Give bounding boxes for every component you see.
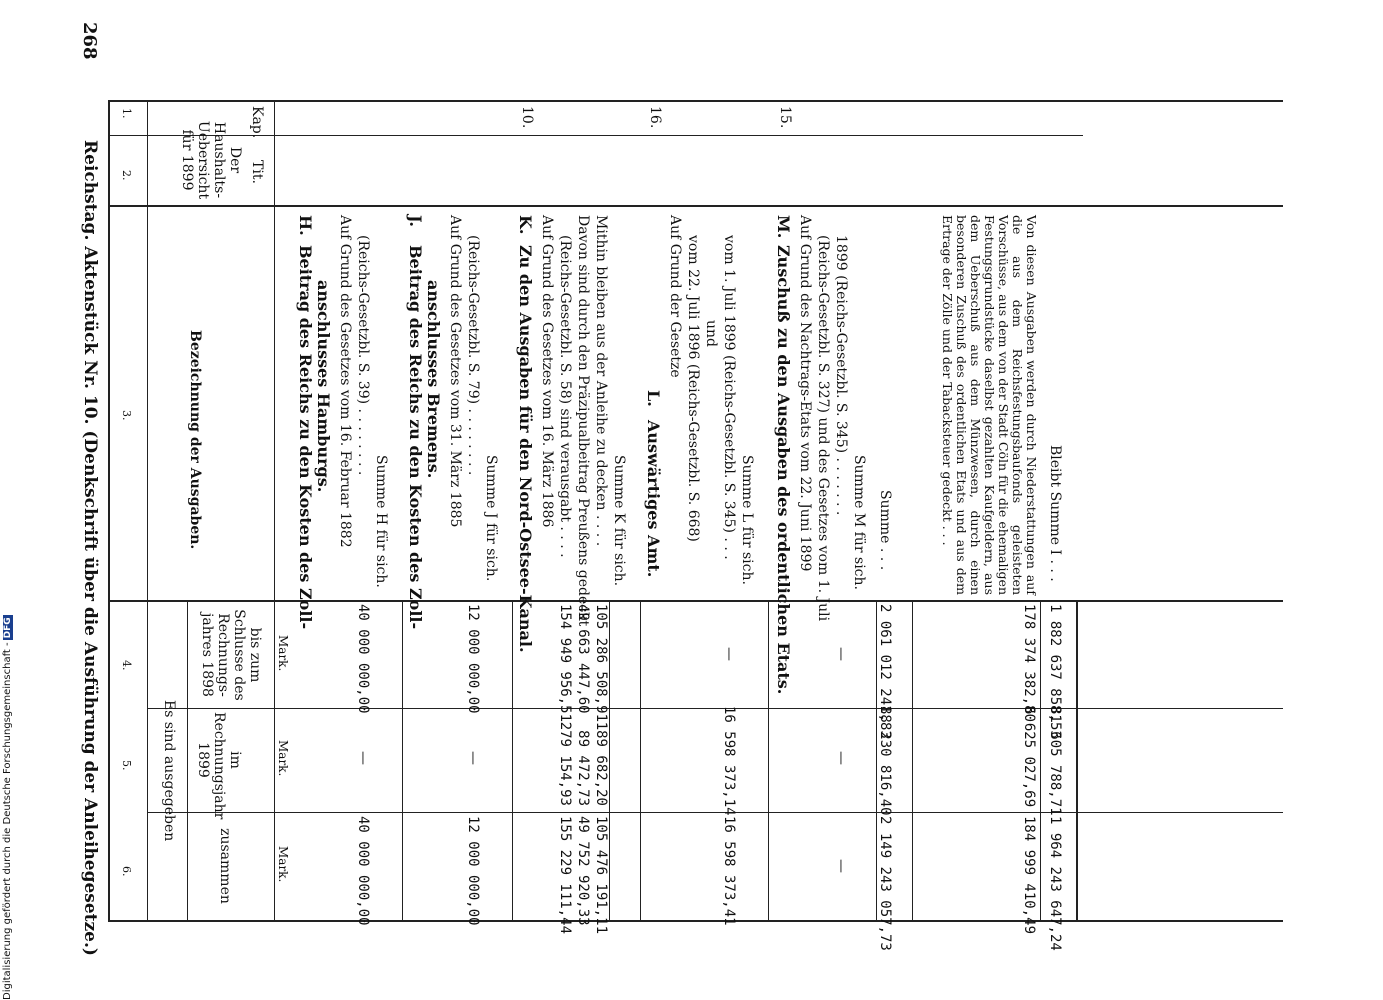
section-l-c6: 16 598 373,41 — [721, 816, 737, 926]
note-c5: 6 625 027,69 — [1021, 706, 1037, 808]
section-m-c6: — — [833, 859, 849, 873]
section-j-title2: anschlusses Bremens. — [424, 280, 443, 479]
rule-total — [912, 600, 913, 920]
section-k-c5-1: 279 154,93 — [557, 721, 573, 806]
section-l-line3: und — [703, 320, 719, 347]
section-k-c4-3: 105 286 508,91 — [593, 604, 609, 723]
colnum-4: 4. — [120, 660, 133, 671]
section-k-line1: Auf Grund des Gesetzes vom 16. März 1886 — [539, 215, 555, 528]
rule-k-sub — [609, 600, 610, 920]
section-h-line2: (Reichs-Gesetzbl. S. 39) . . . . . . . . — [355, 235, 371, 476]
unit-col4: Mark. — [276, 635, 290, 672]
section-m-line1: Auf Grund des Nachtrags-Etats vom 22. Juni 1899 — [797, 215, 813, 572]
rule-header-bottom — [274, 100, 275, 920]
colnum-2: 2. — [120, 170, 133, 181]
col-line-7 — [108, 920, 1283, 922]
section-h-title2: anschlusses Hamburgs. — [314, 280, 333, 493]
section-m-letter: M. — [774, 215, 793, 239]
section-l-c5: 16 598 373,14 — [721, 706, 737, 816]
section-k-c5-3: 189 682,20 — [593, 721, 609, 806]
section-k-c6-1: 155 229 111,44 — [557, 816, 573, 935]
section-l-c4: — — [721, 647, 737, 661]
colnum-5: 5. — [120, 760, 133, 771]
colnum-3: 3. — [120, 410, 133, 421]
section-j-line2: (Reichs-Gesetzbl. S. 79) . . . . . . . . — [465, 235, 481, 476]
rule-j — [512, 600, 513, 920]
col-line-3 — [108, 205, 1283, 207]
section-j-letter: J. — [406, 215, 425, 227]
rule-k — [640, 600, 641, 920]
section-k-line2: (Reichs-Gesetzbl. S. 58) sind verausgabt . . . . — [557, 235, 573, 558]
section-m-c5: — — [833, 751, 849, 765]
credit-text: Digitalisierung gefördert durch die Deutsche Forschungsgemeinschaft - — [2, 642, 13, 1000]
col-line-1 — [108, 100, 1283, 102]
page-number: 268 — [79, 22, 100, 60]
unit-col6: Mark. — [276, 846, 290, 883]
note-c6: 184 999 410,49 — [1021, 816, 1037, 935]
section-l-kap: 16. — [647, 106, 663, 129]
section-l-letter: L. — [644, 390, 663, 407]
section-k-kap: 10. — [519, 106, 535, 129]
section-j-c5: — — [465, 751, 481, 765]
section-m-title: Zuschuß zu den Ausgaben des ordentlichen Etats. — [774, 245, 793, 695]
section-m-line2: (Reichs-Gesetzbl. S. 327) und des Gesetzes vom 1. Juli — [815, 235, 831, 622]
total-c5: 88 230 816,40 — [877, 706, 893, 816]
col-line-4 — [108, 600, 1283, 602]
section-h-c6: 40 000 000,00 — [355, 816, 371, 926]
section-j-title1: Beitrag des Reichs zu den Kosten des Zoll- — [406, 245, 425, 630]
bleibt-c6: 1 964 243 647,24 — [1047, 816, 1063, 951]
section-k-line4: Mithin bleiben aus der Anleihe zu decken . . . . — [593, 215, 609, 547]
bleibt-c5: 81 605 788,71 — [1047, 706, 1063, 816]
kap-header: Kap. — [249, 106, 265, 139]
section-k-c6-2: 49 752 920,33 — [575, 816, 591, 926]
bleibt-label: Bleibt Summe I . . . — [1047, 445, 1063, 582]
col-line-6 — [148, 812, 1283, 813]
colnum-1: 1. — [120, 108, 133, 119]
section-h-c5: — — [355, 751, 371, 765]
col3-header: Bezeichnung der Ausgaben. — [187, 330, 203, 550]
col5-header: im Rechnungsjahr 1899 — [195, 712, 243, 820]
section-h-line1: Auf Grund des Gesetzes vom 16. Februar 1882 — [337, 215, 353, 548]
section-k-c4-1: 154 949 956,51 — [557, 604, 573, 723]
bleibt-c4: 1 882 637 858,53 — [1047, 604, 1063, 739]
section-l-line2: vom 22. Juli 1896 (Reichs-Gesetzbl. S. 668) — [685, 235, 701, 542]
section-k-c4-2: 49 663 447,60 — [575, 604, 591, 714]
rule-colnums — [147, 100, 148, 920]
section-m-kap: 15. — [777, 106, 793, 129]
total-sum-label: Summe . . . — [877, 490, 893, 571]
section-h-title1: Beitrag des Reichs zu den Kosten des Zoll- — [296, 245, 315, 630]
section-k-c5-2: 89 472,73 — [575, 730, 591, 806]
colnum-6: 6. — [120, 866, 133, 877]
section-k-line3: Davon sind durch den Präzipualbeitrag Preußens gedeckt — [575, 215, 591, 627]
tit-header: Tit. — [249, 160, 265, 184]
rule-note — [1040, 600, 1041, 920]
note-c4: 178 374 382,80 — [1021, 604, 1037, 723]
section-j-line1: Auf Grund des Gesetzes vom 31. März 1885 — [447, 215, 463, 528]
section-k-c6-3: 105 476 191,11 — [593, 816, 609, 935]
col4-header: bis zum Schlusse des Rechnungs-jahres 1898 — [199, 609, 263, 701]
page-title: Reichstag. Aktenstück Nr. 10. (Denkschrift über die Ausführung der Anleihegesetze.) — [80, 140, 100, 956]
section-l-line1: Auf Grund der Gesetze — [667, 215, 683, 378]
rule-bottom — [1076, 600, 1078, 920]
section-j-sum-label: Summe J für sich. — [483, 455, 499, 582]
rule-l — [768, 600, 769, 920]
rule-group — [187, 600, 188, 920]
col6-header: zusammen — [217, 828, 233, 904]
section-m-c4: — — [833, 647, 849, 661]
section-l-sum-label: Summe L für sich. — [739, 455, 755, 585]
section-m-sum-label: Summe M für sich. — [851, 455, 867, 590]
section-k-letter: K. — [516, 215, 535, 235]
section-l-line4: vom 1. Juli 1899 (Reichs-Gesetzbl. S. 345) . . . — [721, 235, 737, 560]
section-k-title: Zu den Ausgaben für den Nord-Ostsee-Kanal. — [516, 245, 535, 653]
total-c4: 2 061 012 241,83 — [877, 604, 893, 739]
section-k-sum-label: Summe K für sich. — [611, 455, 627, 587]
section-j-c6: 12 000 000,00 — [465, 816, 481, 926]
dfg-credit — [2, 615, 13, 1000]
rule-top — [108, 100, 110, 920]
section-h-sum-label: Summe H für sich. — [373, 455, 389, 588]
total-c6: 2 149 243 057,73 — [877, 816, 893, 951]
dfg-logo: DFG — [3, 617, 13, 639]
col12-header: Der Haushalts-Uebersicht für 1899 — [179, 120, 243, 200]
rule-h — [402, 600, 403, 920]
col-line-5 — [148, 708, 1283, 709]
total-note: Von diesen Ausgaben werden durch Niederstattungen auf die aus dem Reichsfestungsbaufonds geleisteten Vorschüsse, aus dem von der Stadt Cöln für die ehemaligen Festungsgrundstücke daselbst gezahlten Kaufgeldern, aus dem Ueberschuß aus dem Münzwesen, durch einen besonderen Zuschuß des ordentlichen Etats und aus dem Ertrage der Zölle und der Tabacksteuer gedeckt . . . — [940, 215, 1039, 595]
section-h-letter: H. — [296, 215, 315, 236]
section-l-title: Auswärtiges Amt. — [644, 420, 663, 578]
group-header: Es sind ausgegeben — [161, 700, 177, 842]
section-h-c4: 40 000 000,00 — [355, 604, 371, 714]
unit-col5: Mark. — [276, 740, 290, 777]
section-m-line3: 1899 (Reichs-Gesetzbl. S. 345) . . . . . . . — [833, 235, 849, 516]
section-j-c4: 12 000 000,00 — [465, 604, 481, 714]
